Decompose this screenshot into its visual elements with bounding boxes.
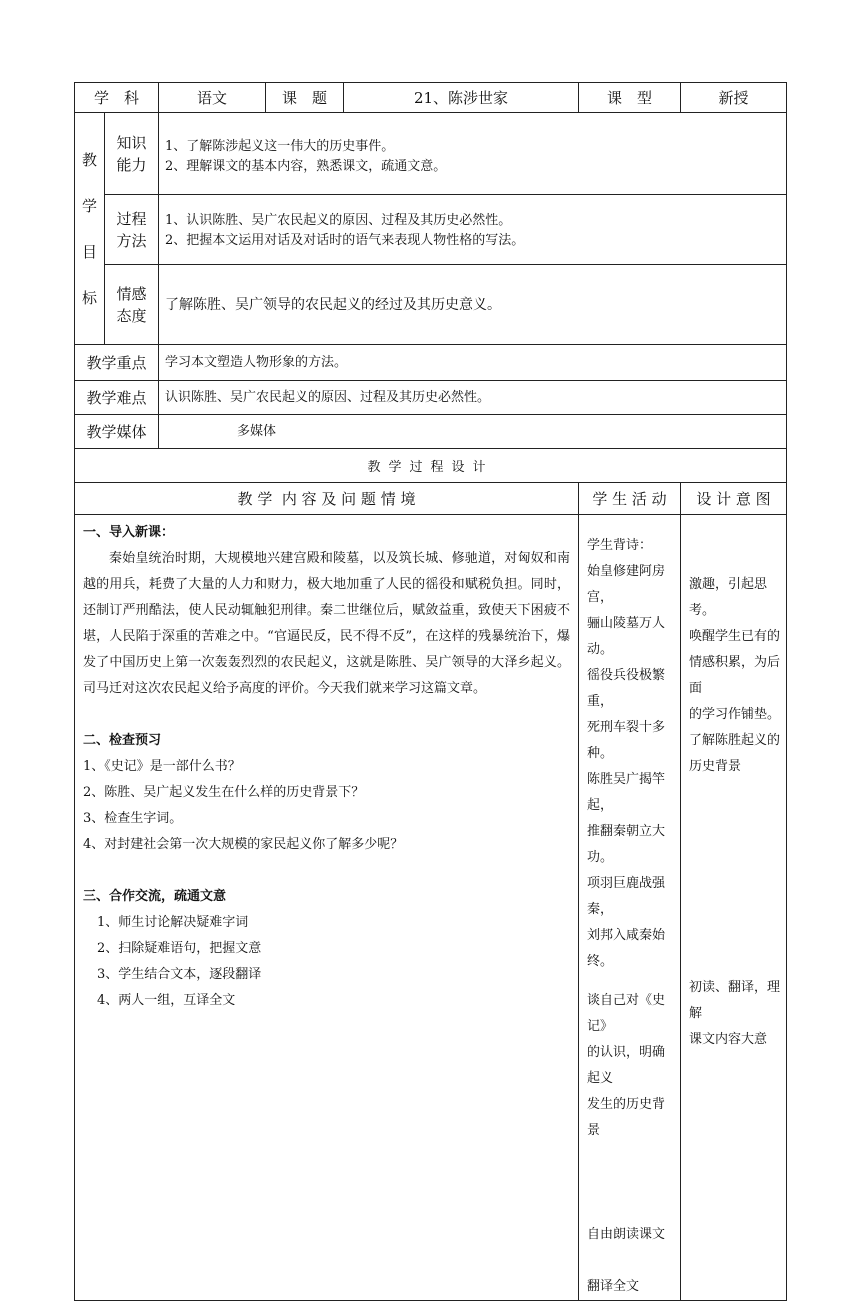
student-activities: [579, 515, 681, 1301]
process-label-line2: 方法: [116, 231, 147, 250]
intent-line: 历史背景: [689, 759, 742, 774]
poem-line: 始皇修建阿房宫，: [587, 564, 666, 605]
media-label: 教学媒体: [75, 415, 159, 449]
intent-line: 激趣，引起思考。: [689, 577, 768, 618]
talk-line: 谈自己对《史记》: [587, 993, 666, 1034]
media-row: [75, 415, 787, 449]
content-column-header: 教 学 内 容 及 问 题 情 境: [75, 483, 579, 515]
process-body-row: [75, 515, 787, 1301]
goals-label-char: 标: [81, 288, 97, 307]
talk-line: 的认识，明确起义: [587, 1045, 666, 1086]
goals-label-char: 学: [81, 196, 97, 215]
goals-label-char: 教: [81, 150, 97, 169]
design-intent: [681, 515, 787, 1301]
poem-line: 陈胜吴广揭竿起，: [587, 772, 666, 813]
process-item: 1、认识陈胜、吴广农民起义的原因、过程及其历史必然性。: [165, 213, 512, 228]
media-value: 多媒体: [159, 415, 787, 449]
section-preview-title: 二、检查预习: [83, 733, 162, 748]
cooperate-item: 1、师生讨论解决疑难字词: [97, 915, 249, 930]
poem-line: 骊山陵墓万人动。: [587, 616, 666, 657]
poem-line: 刘邦入咸秦始终。: [587, 928, 666, 969]
key-point-row: [75, 345, 787, 381]
knowledge-label-line2: 能力: [116, 155, 147, 174]
intent-line: 唤醒学生已有的: [689, 629, 781, 644]
goals-label-char: 目: [81, 242, 97, 261]
intent-column-header: 设 计 意 图: [681, 483, 787, 515]
preview-item: 4、对封建社会第一次大规模的家民起义你了解多少呢？: [83, 837, 404, 852]
intent-line: 情感积累，为后面: [689, 655, 781, 696]
preview-item: 1、《史记》是一部什么书？: [83, 759, 241, 774]
poem-line: 项羽巨鹿战强秦，: [587, 876, 666, 917]
difficulty-value: 认识陈胜、吴广农民起义的原因、过程及其历史必然性。: [159, 381, 787, 415]
key-point-label: 教学重点: [75, 345, 159, 381]
process-title-row: [75, 449, 787, 483]
process-label: [105, 195, 159, 265]
difficulty-label: 教学难点: [75, 381, 159, 415]
subject-label: 学 科: [75, 83, 159, 113]
talk-line: 发生的历史背景: [587, 1097, 666, 1138]
subject-value: 语文: [159, 83, 266, 113]
translate-activity: 翻译全文: [587, 1279, 640, 1294]
teaching-content: [75, 515, 579, 1301]
emotion-label-line1: 情感: [116, 284, 147, 303]
process-label-line1: 过程: [116, 209, 147, 228]
knowledge-items: [159, 113, 787, 195]
read-activity: 自由朗读课文: [587, 1227, 666, 1242]
difficulty-row: [75, 381, 787, 415]
knowledge-label-line1: 知识: [116, 133, 147, 152]
lesson-value: 21、陈涉世家: [344, 83, 579, 113]
poem-line: 推翻秦朝立大功。: [587, 824, 666, 865]
goal-emotion-row: [75, 265, 787, 345]
section-intro-title: 一、导入新课：: [83, 525, 175, 540]
preview-item: 2、陈胜、吴广起义发生在什么样的历史背景下？: [83, 785, 365, 800]
process-items: [159, 195, 787, 265]
intent-line: 的学习作铺垫。: [689, 707, 781, 722]
preview-item: 3、检查生字词。: [83, 811, 183, 826]
lesson-label: 课 题: [266, 83, 344, 113]
poem-title: 学生背诗：: [587, 538, 653, 553]
emotion-text: 了解陈胜、吴广领导的农民起义的经过及其历史意义。: [159, 265, 787, 345]
column-header-row: [75, 483, 787, 515]
cooperate-item: 4、两人一组，互译全文: [97, 993, 236, 1008]
intent-line: 初读、翻译，理解: [689, 980, 781, 1021]
header-row: [75, 83, 787, 113]
key-point-value: 学习本文塑造人物形象的方法。: [159, 345, 787, 381]
intent-line: 了解陈胜起义的: [689, 733, 781, 748]
section-intro-paragraph: 秦始皇统治时期，大规模地兴建宫殿和陵墓，以及筑长城、修驰道，对匈奴和南越的用兵，耗费了大量的人力和财力，极大地加重了人民的徭役和赋税负担。同时，还制订严刑酷法，使人民动辄触犯刑律。秦二世继位后，赋敛益重，致使天下困疲不堪，人民陷于深重的苦难之中。“官逼民反，民不得不反”，在这样的残暴统治下，爆发了中国历史上第一次轰轰烈烈的农民起义，这就是陈胜、吴广领导的大泽乡起义。司马迁对这次农民起义给予高度的评价。今天我们就来学习这篇文章。: [83, 551, 571, 696]
poem-line: 死刑车裂十多种。: [587, 720, 666, 761]
knowledge-item: 1、了解陈涉起义这一伟大的历史事件。: [165, 139, 395, 154]
process-item: 2、把握本文运用对话及对话时的语气来表现人物性格的写法。: [165, 233, 525, 248]
type-value: 新授: [681, 83, 787, 113]
poem-line: 徭役兵役极繁重，: [587, 668, 666, 709]
goal-knowledge-row: [75, 113, 787, 195]
section-cooperate-title: 三、合作交流，疏通文意: [83, 889, 227, 904]
emotion-label-line2: 态度: [116, 306, 147, 325]
intent-line: 课文内容大意: [689, 1032, 768, 1047]
goals-section-label: [75, 113, 105, 345]
cooperate-item: 2、扫除疑难语句，把握文意: [97, 941, 262, 956]
knowledge-label: [105, 113, 159, 195]
type-label: 课 型: [579, 83, 681, 113]
goal-process-row: [75, 195, 787, 265]
student-column-header: 学 生 活 动: [579, 483, 681, 515]
lesson-plan: [74, 82, 786, 1301]
emotion-label: [105, 265, 159, 345]
lesson-plan-table: [74, 82, 787, 1301]
process-title: 教学过程设计: [75, 449, 787, 483]
knowledge-item: 2、理解课文的基本内容，熟悉课文，疏通文意。: [165, 159, 447, 174]
cooperate-item: 3、学生结合文本，逐段翻译: [97, 967, 262, 982]
